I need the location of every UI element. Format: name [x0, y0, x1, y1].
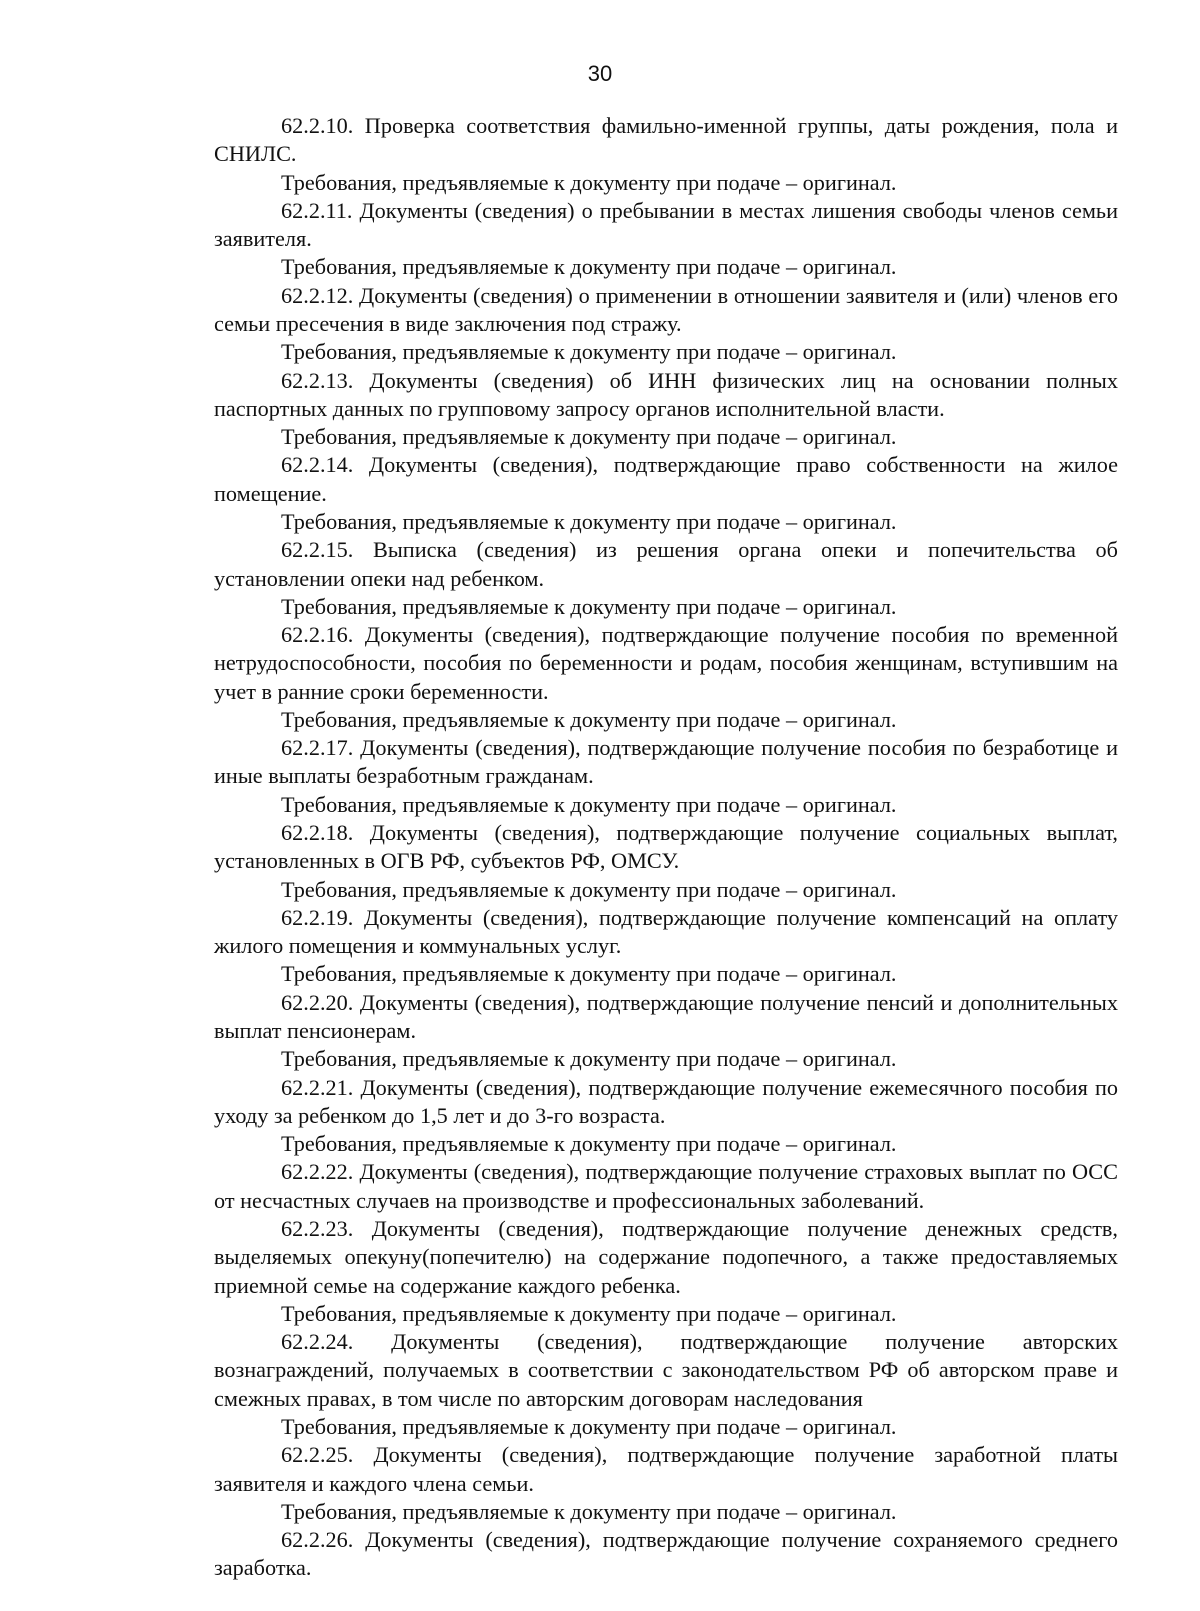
- paragraph: Требования, предъявляемые к документу при подаче – оригинал.: [281, 339, 897, 365]
- paragraph: Требования, предъявляемые к документу при подаче – оригинал.: [281, 424, 897, 450]
- paragraph: Требования, предъявляемые к документу при подаче – оригинал.: [281, 876, 897, 902]
- paragraph: Требования, предъявляемые к документу при подаче – оригинал.: [281, 706, 897, 732]
- paragraph: 62.2.24. Документы (сведения), подтверждающие получение авторских вознаграждений, получаемых в соответствии с законодательством РФ об авторском праве и смежных правах, в том числе по авторским договорам наследования: [214, 1329, 1118, 1411]
- paragraph: Требования, предъявляемые к документу при подаче – оригинал.: [281, 169, 897, 195]
- paragraph: 62.2.22. Документы (сведения), подтверждающие получение страховых выплат по ОСС от несчастных случаев на производстве и профессиональных заболеваний.: [214, 1159, 1118, 1213]
- paragraph: Требования, предъявляемые к документу при подаче – оригинал.: [281, 961, 897, 987]
- page-number: 30: [587, 61, 613, 86]
- paragraph: 62.2.21. Документы (сведения), подтверждающие получение ежемесячного пособия по уходу за ребенком до 1,5 лет и до 3-го возраста.: [214, 1074, 1118, 1128]
- paragraph: Требования, предъявляемые к документу при подаче – оригинал.: [281, 593, 897, 619]
- paragraph: 62.2.16. Документы (сведения), подтверждающие получение пособия по временной нетрудоспособности, пособия по беременности и родам, пособия женщинам, вступившим на учет в ранние сроки беременности.: [214, 622, 1118, 704]
- paragraph: 62.2.15. Выписка (сведения) из решения органа опеки и попечительства об установлении опеки над ребенком.: [214, 537, 1118, 591]
- paragraph: Требования, предъявляемые к документу при подаче – оригинал.: [281, 1413, 897, 1439]
- paragraph: Требования, предъявляемые к документу при подаче – оригинал.: [281, 791, 897, 817]
- paragraph: 62.2.26. Документы (сведения), подтверждающие получение сохраняемого среднего заработка.: [214, 1527, 1118, 1581]
- paragraph: 62.2.13. Документы (сведения) об ИНН физических лиц на основании полных паспортных данных по групповому запросу органов исполнительной власти.: [214, 367, 1118, 421]
- paragraph: 62.2.18. Документы (сведения), подтверждающие получение социальных выплат, установленных в ОГВ РФ, субъектов РФ, ОМСУ.: [214, 820, 1118, 874]
- paragraph: 62.2.11. Документы (сведения) о пребывании в местах лишения свободы членов семьи заявителя.: [214, 197, 1118, 252]
- paragraph: 62.2.23. Документы (сведения), подтверждающие получение денежных средств, выделяемых опекуну(попечителю) на содержание подопечного, а также предоставляемых приемной семье на содержание каждого ребенка.: [214, 1215, 1118, 1298]
- paragraph: Требования, предъявляемые к документу при подаче – оригинал.: [281, 1131, 897, 1157]
- paragraph: 62.2.25. Документы (сведения), подтверждающие получение заработной платы заявителя и каждого члена семьи.: [214, 1442, 1118, 1496]
- paragraph: 62.2.12. Документы (сведения) о применении в отношении заявителя и (или) членов его семьи пресечения в виде заключения под стражу.: [214, 282, 1118, 336]
- paragraph: Требования, предъявляемые к документу при подаче – оригинал.: [281, 1498, 897, 1524]
- paragraph: 62.2.10. Проверка соответствия фамильно-именной группы, даты рождения, пола и СНИЛС.: [214, 113, 1118, 167]
- paragraph: 62.2.17. Документы (сведения), подтверждающие получение пособия по безработице и иные выплаты безработным гражданам.: [214, 735, 1118, 789]
- paragraph: 62.2.19. Документы (сведения), подтверждающие получение компенсаций на оплату жилого помещения и коммунальных услуг.: [214, 904, 1118, 959]
- paragraph: Требования, предъявляемые к документу при подаче – оригинал.: [281, 1046, 897, 1072]
- paragraph: 62.2.14. Документы (сведения), подтверждающие право собственности на жилое помещение.: [214, 452, 1118, 506]
- paragraph: Требования, предъявляемые к документу при подаче – оригинал.: [281, 254, 897, 280]
- paragraph: Требования, предъявляемые к документу при подаче – оригинал.: [281, 508, 897, 534]
- paragraph: Требования, предъявляемые к документу при подаче – оригинал.: [281, 1300, 897, 1326]
- document-body: [214, 112, 1118, 1583]
- paragraph: 62.2.20. Документы (сведения), подтверждающие получение пенсий и дополнительных выплат пенсионерам.: [214, 989, 1118, 1043]
